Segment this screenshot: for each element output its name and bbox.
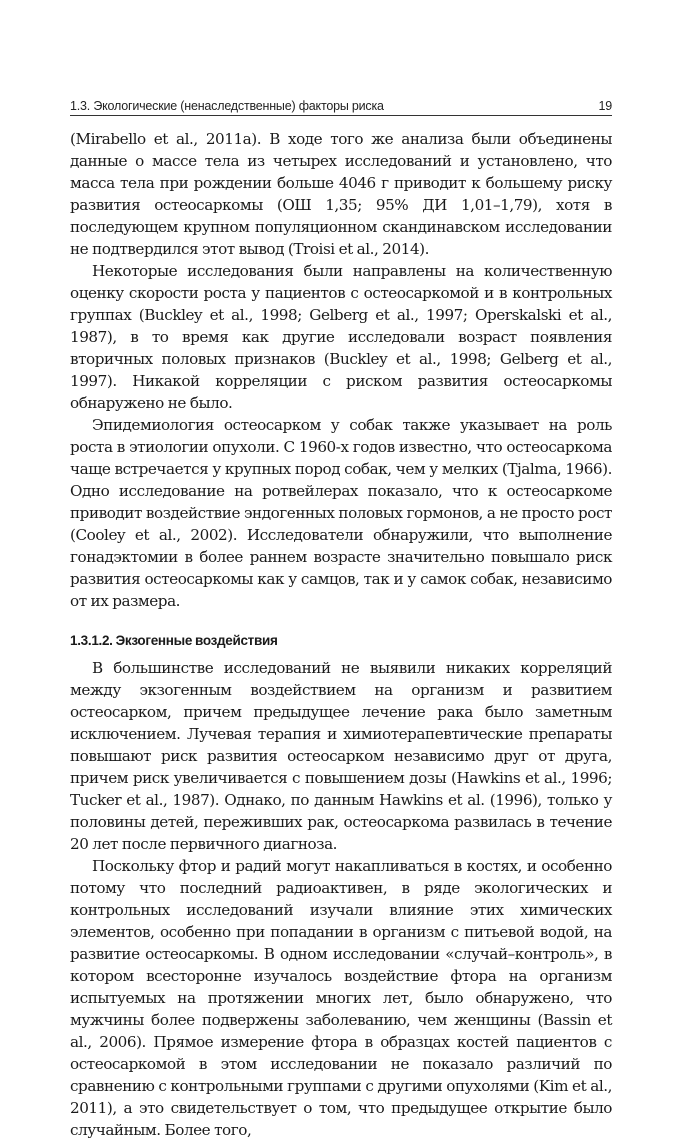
subsection-heading: 1.3.1.2. Экзогенные воздействия [70, 633, 278, 648]
page-number: 19 [598, 99, 612, 113]
paragraph: Некоторые исследования были направлены на количественную оценку скорости роста у пациентов с остеосаркомой и в контрольных группах (Buckley et al., 1998; Gelberg et al., 1997; Operskalski et al., 1987), в то время как другие исследовали возраст появления вторичных половых признаков (Buckley et al., 1998; Gelberg et al., 1997). Никакой корреляции с риском развития остеосаркомы обнаружено не было. [70, 262, 612, 412]
running-header [70, 91, 612, 113]
paragraph: В большинстве исследований не выявили никаких корреляций между экзогенным воздействием на организм и развитием остеосарком, причем предыдущее лечение рака было заметным исключением. Лучевая терапия и химиотерапевтические препараты повышают риск развития остеосарком независимо друг от друга, причем риск увеличивается с повышением дозы (Hawkins et al., 1996; Tucker et al., 1987). Однако, по данным Hawkins et al. (1996), только у половины детей, переживших рак, остеосаркома развилась в течение 20 лет после первичного диагноза. [70, 659, 612, 853]
paragraph: (Mirabello et al., 2011a). В ходе того же анализа были объединены данные о массе тела из четырех исследований и установлено, что масса тела при рождении больше 4046 г приводит к большему риску развития остеосаркомы (ОШ 1,35; 95% ДИ 1,01–1,79), хотя в последующем крупном популяционном скандинавском исследовании не подтвердился этот вывод (Troisi et al., 2014). [70, 130, 612, 258]
header-rule [70, 115, 612, 116]
paragraph: Поскольку фтор и радий могут накапливаться в костях, и особенно потому что последний радиоактивен, в ряде экологических и контрольных исследований изучали влияние этих химических элементов, особенно при попадании в организм с питьевой водой, на развитие остеосаркомы. В одном исследовании «случай–контроль», в котором всесторонне изучалось воздействие фтора на организм испытуемых на протяжении многих лет, было обнаружено, что мужчины более подвержены заболеванию, чем женщины (Bassin et al., 2006). Прямое измерение фтора в образцах костей пациентов с остеосаркомой в этом исследовании не показало различий по сравнению с контрольными группами с другими опухолями (Kim et al., 2011), а это свидетельствует о том, что предыдущее открытие было случайным. Более того, [70, 857, 612, 1139]
section-title: 1.3. Экологические (ненаследственные) факторы риска [70, 99, 384, 113]
paragraph: Эпидемиология остеосарком у собак также указывает на роль роста в этиологии опухоли. С 1960-х годов известно, что остеосаркома чаще встречается у крупных пород собак, чем у мелких (Tjalma, 1966). Одно исследование на ротвейлерах показало, что к остеосаркоме приводит воздействие эндогенных половых гормонов, а не просто рост (Cooley et al., 2002). Исследователи обнаружили, что выполнение гонадэктомии в более раннем возрасте значительно повышало риск развития остеосаркомы как у самцов, так и у самок собак, независимо от их размера. [70, 416, 612, 610]
body-text [70, 128, 612, 1141]
